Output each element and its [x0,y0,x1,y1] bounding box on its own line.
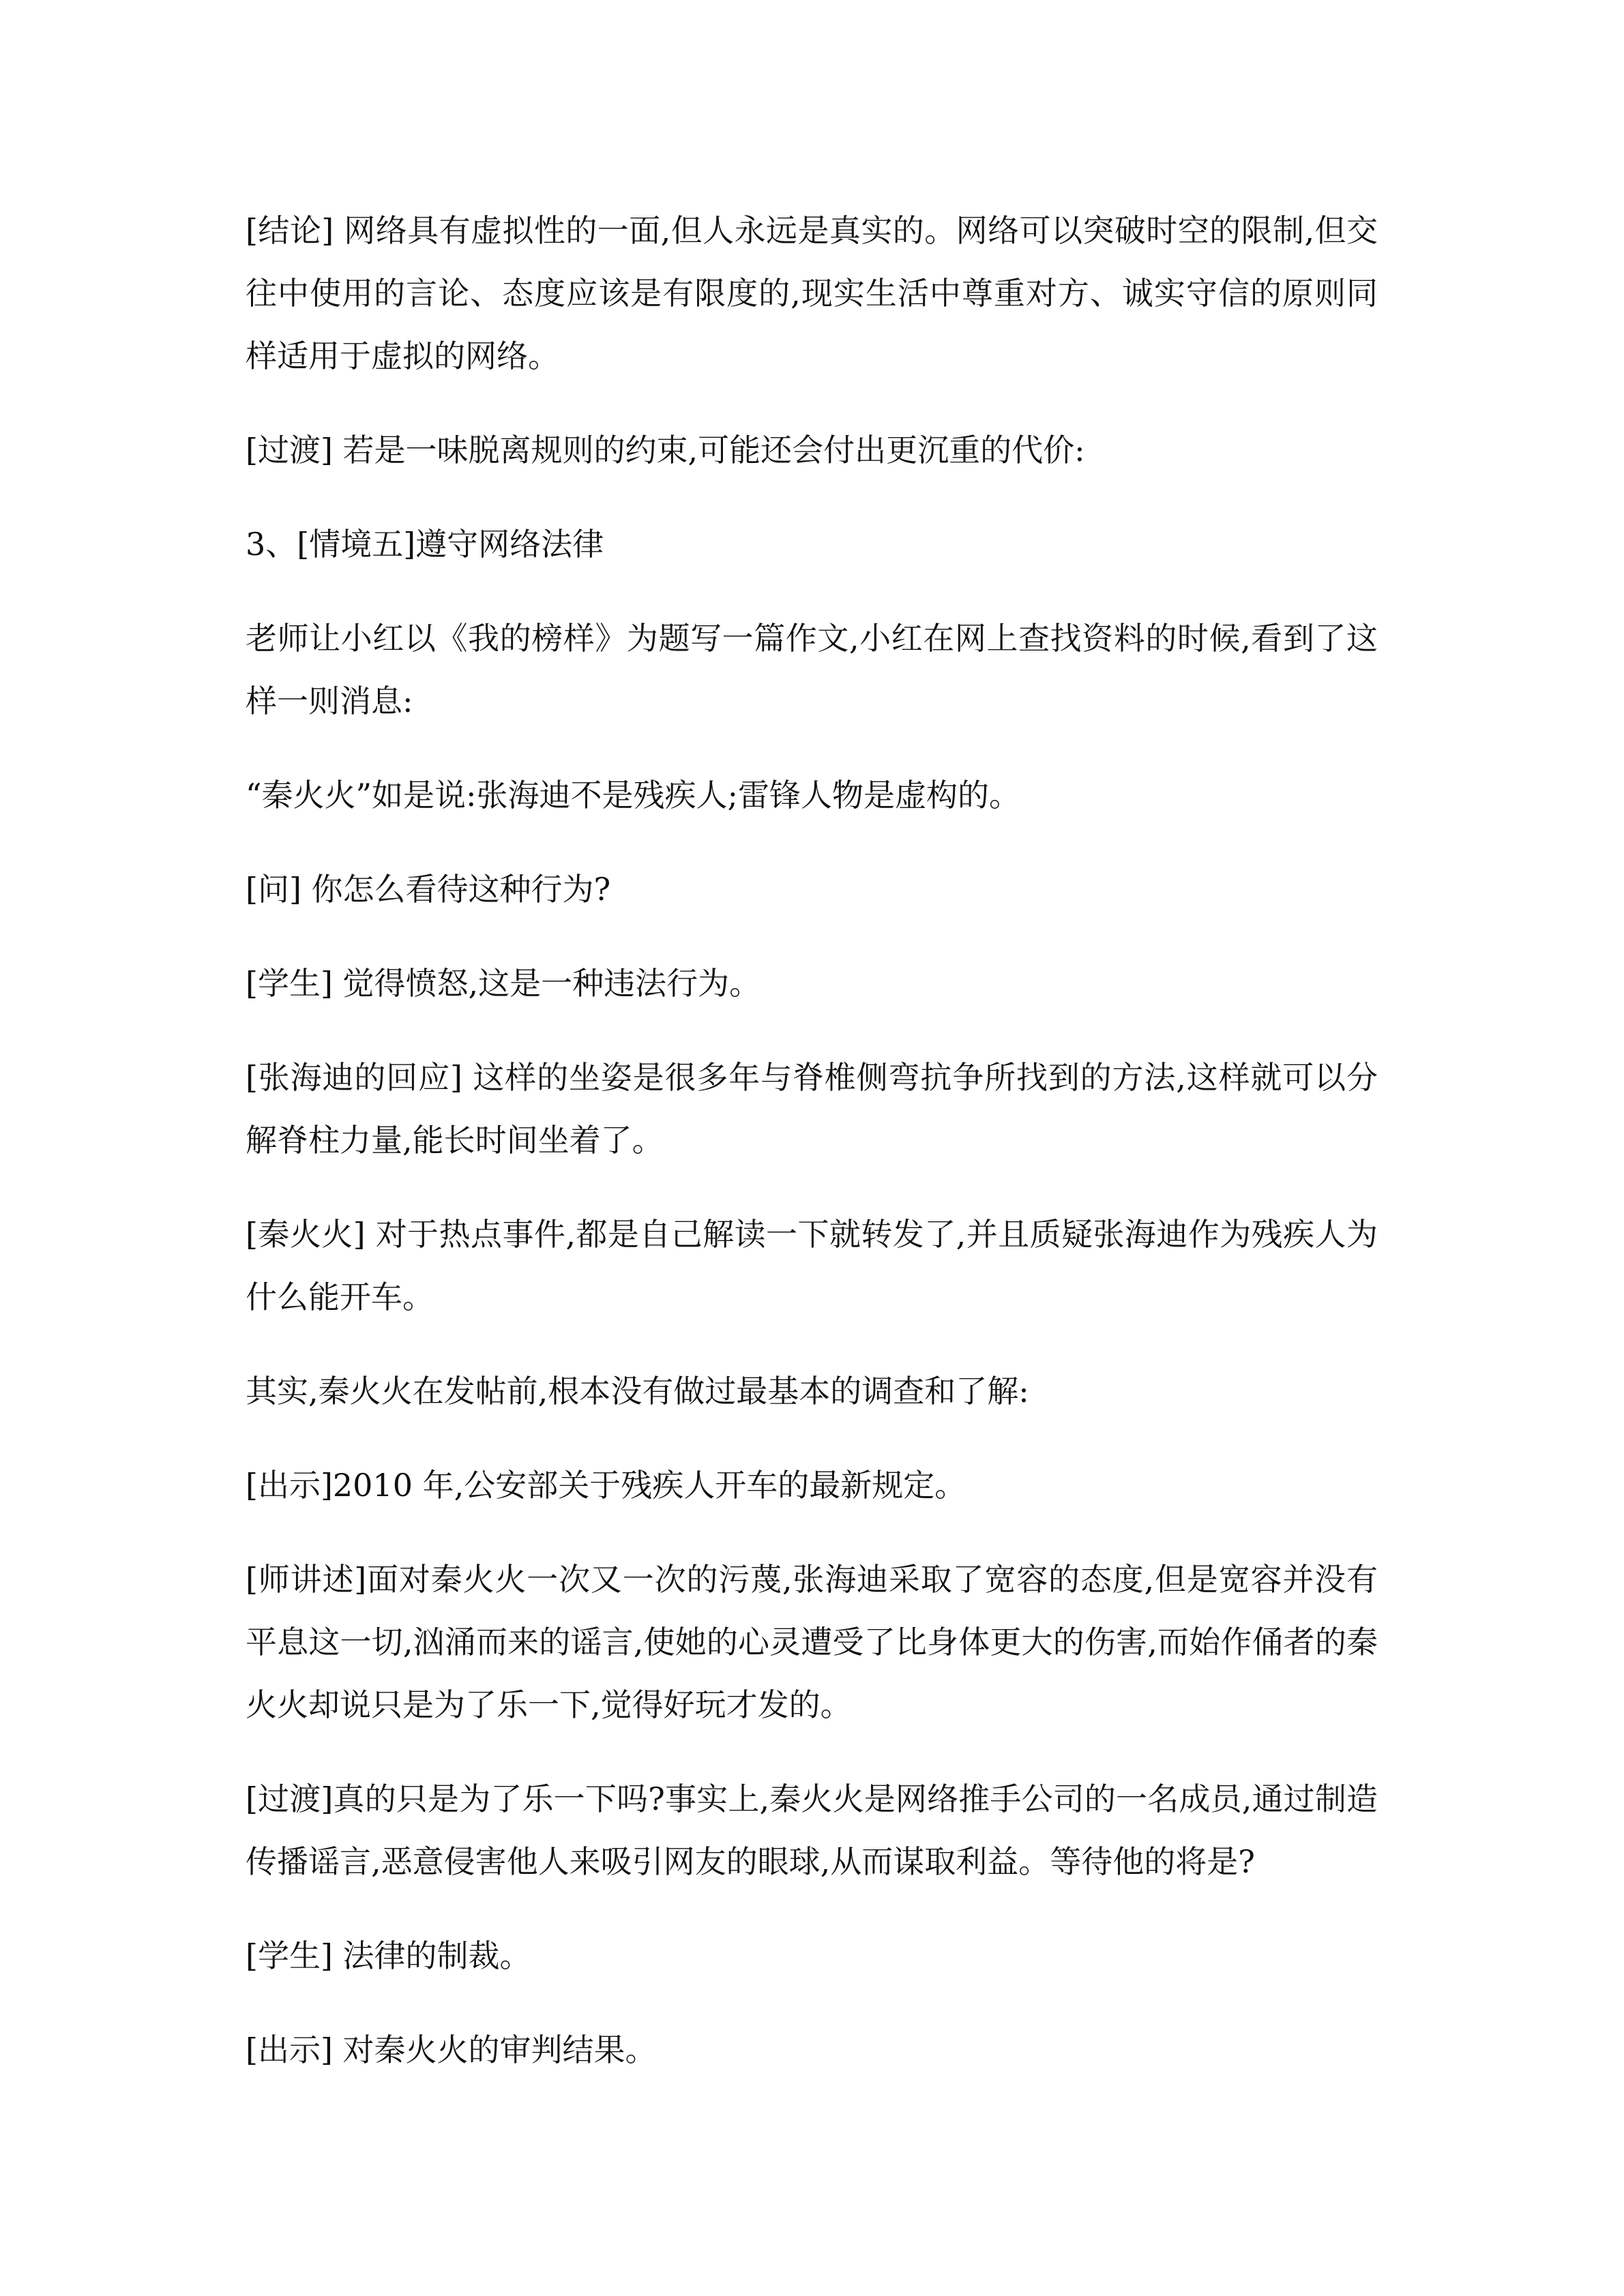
transition-question-paragraph: [过渡]真的只是为了乐一下吗?事实上,秦火火是网络推手公司的一名成员,通过制造传播谣言,恶意侵害他人来吸引网友的眼球,从而谋取利益。等待他的将是? [246,1780,1378,1880]
display-paragraph: [出示]2010 年,公安部关于残疾人开车的最新规定。 [246,1467,966,1504]
student-answer-paragraph-2: [学生] 法律的制裁。 [246,1937,531,1974]
conclusion-paragraph: [结论] 网络具有虚拟性的一面,但人永远是真实的。网络可以突破时空的限制,但交往中使用的言论、态度应该是有限度的,现实生活中尊重对方、诚实守信的原则同样适用于虚拟的网络。 [246,212,1378,374]
document-body [246,199,1378,2113]
transition-paragraph: [过渡] 若是一味脱离规则的约束,可能还会付出更沉重的代价: [246,432,1085,468]
display-verdict-paragraph: [出示] 对秦火火的审判结果。 [246,2031,657,2068]
section-heading: 3、[情境五]遵守网络法律 [246,526,604,563]
response-paragraph: [张海迪的回应] 这样的坐姿是很多年与脊椎侧弯抗争所找到的方法,这样就可以分解脊柱力量,能长时间坐着了。 [246,1059,1378,1159]
question-paragraph: [问] 你怎么看待这种行为? [246,871,611,908]
student-answer-paragraph: [学生] 觉得愤怒,这是一种违法行为。 [246,965,761,1002]
scenario-paragraph: 老师让小红以《我的榜样》为题写一篇作文,小红在网上查找资料的时候,看到了这样一则消息: [246,620,1378,719]
quote-paragraph: “秦火火”如是说:张海迪不是残疾人;雷锋人物是虚构的。 [246,777,1021,814]
statement-paragraph: [秦火火] 对于热点事件,都是自己解读一下就转发了,并且质疑张海迪作为残疾人为什么能开车。 [246,1216,1378,1315]
teacher-narration-paragraph: [师讲述]面对秦火火一次又一次的污蔑,张海迪采取了宽容的态度,但是宽容并没有平息这一切,汹涌而来的谣言,使她的心灵遭受了比身体更大的伤害,而始作俑者的秦火火却说只是为了乐一下,觉得好玩才发的。 [246,1561,1378,1723]
fact-paragraph: 其实,秦火火在发帖前,根本没有做过最基本的调查和了解: [246,1373,1029,1410]
